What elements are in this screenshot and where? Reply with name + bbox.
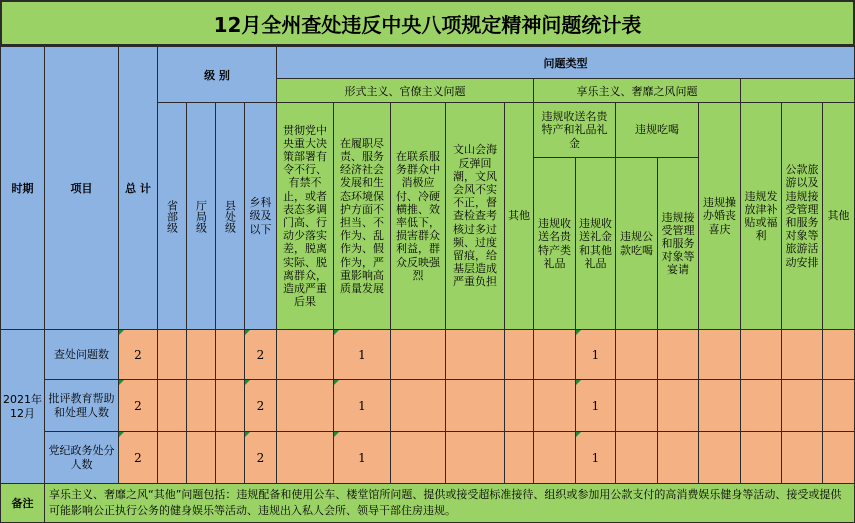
- header-formalism-group: 形式主义、官僚主义问题: [276, 78, 534, 103]
- cell-bureau: [186, 329, 216, 380]
- header-total: 总 计: [118, 46, 158, 330]
- header-formalism-col-3: 在联系服务群众中消极应付、冷硬横推、效率低下，损害群众利益，群众反映强烈: [390, 102, 446, 330]
- cell-county: [215, 431, 245, 484]
- cell-county: [215, 379, 245, 432]
- cell-hedonism-other: [822, 329, 855, 380]
- cell-hedonism-2: [740, 329, 782, 380]
- cell-hedonism-3: [781, 329, 823, 380]
- header-formalism-col-1: 贯彻党中央重大决策部署有令不行、有禁不止，或者表态多调门高、行动少落实差，脱离实际、脱离群众，造成严重后果: [276, 102, 334, 330]
- header-hedonism-group: 享乐主义、奢靡之风问题: [533, 78, 741, 103]
- header-level-county: 县处级: [215, 102, 245, 330]
- header-level-provincial: 省部级: [157, 102, 187, 330]
- header-formalism-col-2: 在履职尽责、服务经济社会发展和生态环境保护方面不担当、不作为、乱作为、假作为，严重影响高质量发展: [333, 102, 391, 330]
- cell-eat-1: [615, 431, 658, 484]
- cell-hedonism-3: [781, 379, 823, 432]
- cell-formalism-4: [445, 329, 505, 380]
- note-text: 享乐主义、奢靡之风“其他”问题包括：违规配备和使用公车、楼堂馆所问题、提供或接受超标准接待、组织或参加用公款支付的高消费娱乐健身等活动、接受或提供可能影响公正执行公务的健身娱乐等活动、违规出入私人会所、领导干部住房违规。: [44, 483, 855, 523]
- cell-hedonism-1: [698, 431, 741, 484]
- cell-township: 2: [244, 431, 277, 484]
- cell-gift-2: 1: [575, 329, 616, 380]
- row-total: 2: [118, 379, 158, 432]
- cell-formalism-4: [445, 379, 505, 432]
- period-cell: 2021年12月: [0, 329, 45, 484]
- header-eat-group: 违规吃喝: [615, 102, 699, 158]
- cell-hedonism-1: [698, 379, 741, 432]
- cell-hedonism-other: [822, 379, 855, 432]
- note-label: 备注: [0, 483, 45, 523]
- header-period: 时期: [0, 46, 45, 330]
- header-hedonism-group-blank: [740, 78, 855, 103]
- cell-formalism-3: [390, 431, 446, 484]
- header-gift-group: 违规收送名贵特产和礼品礼金: [533, 102, 616, 158]
- header-formalism-other: 其他: [504, 102, 534, 330]
- cell-formalism-2: 1: [333, 329, 391, 380]
- cell-formalism-other: [504, 329, 534, 380]
- cell-county: [215, 329, 245, 380]
- cell-eat-1: [615, 329, 658, 380]
- cell-provincial: [157, 431, 187, 484]
- cell-township: 2: [244, 379, 277, 432]
- cell-formalism-1: [276, 329, 334, 380]
- cell-gift-2: 1: [575, 379, 616, 432]
- table-title: 12月全州查处违反中央八项规定精神问题统计表: [0, 0, 855, 46]
- cell-gift-1: [533, 431, 576, 484]
- header-item: 项目: [44, 46, 119, 330]
- cell-formalism-3: [390, 379, 446, 432]
- row-total: 2: [118, 431, 158, 484]
- cell-hedonism-2: [740, 431, 782, 484]
- header-gift-col-2: 违规收送礼金和其他礼品: [575, 157, 616, 330]
- cell-eat-1: [615, 379, 658, 432]
- cell-hedonism-1: [698, 329, 741, 380]
- cell-bureau: [186, 379, 216, 432]
- cell-eat-2: [657, 431, 699, 484]
- header-problem-type: 问题类型: [276, 46, 855, 79]
- cell-gift-1: [533, 379, 576, 432]
- header-hedonism-col-2: 违规发放津补贴或福利: [740, 102, 782, 330]
- cell-eat-2: [657, 379, 699, 432]
- cell-formalism-1: [276, 379, 334, 432]
- row-label: 党纪政务处分人数: [44, 431, 119, 484]
- cell-gift-1: [533, 329, 576, 380]
- row-label: 查处问题数: [44, 329, 119, 380]
- header-level-township: 乡科级及以下: [244, 102, 277, 330]
- cell-township: 2: [244, 329, 277, 380]
- header-eat-col-1: 违规公款吃喝: [615, 157, 658, 330]
- header-level: 级 别: [157, 46, 277, 103]
- cell-hedonism-other: [822, 431, 855, 484]
- cell-provincial: [157, 379, 187, 432]
- cell-formalism-4: [445, 431, 505, 484]
- header-gift-col-1: 违规收送名贵特产类礼品: [533, 157, 576, 330]
- row-total: 2: [118, 329, 158, 380]
- header-hedonism-col-1: 违规操办婚丧喜庆: [698, 102, 741, 330]
- cell-hedonism-2: [740, 379, 782, 432]
- cell-gift-2: 1: [575, 431, 616, 484]
- cell-provincial: [157, 329, 187, 380]
- header-eat-col-2: 违规接受管理和服务对象等宴请: [657, 157, 699, 330]
- cell-formalism-2: 1: [333, 431, 391, 484]
- cell-eat-2: [657, 329, 699, 380]
- cell-hedonism-3: [781, 431, 823, 484]
- header-hedonism-col-3: 公款旅游以及违规接受管理和服务对象等旅游活动安排: [781, 102, 823, 330]
- cell-formalism-3: [390, 329, 446, 380]
- header-level-bureau: 厅局级: [186, 102, 216, 330]
- cell-formalism-other: [504, 379, 534, 432]
- cell-bureau: [186, 431, 216, 484]
- row-label: 批评教育帮助和处理人数: [44, 379, 119, 432]
- cell-formalism-2: 1: [333, 379, 391, 432]
- cell-formalism-other: [504, 431, 534, 484]
- cell-formalism-1: [276, 431, 334, 484]
- header-formalism-col-4: 文山会海反弹回潮，文风会风不实不正，督查检查考核过多过频、过度留痕，给基层造成严重负担: [445, 102, 505, 330]
- header-hedonism-other: 其他: [822, 102, 855, 330]
